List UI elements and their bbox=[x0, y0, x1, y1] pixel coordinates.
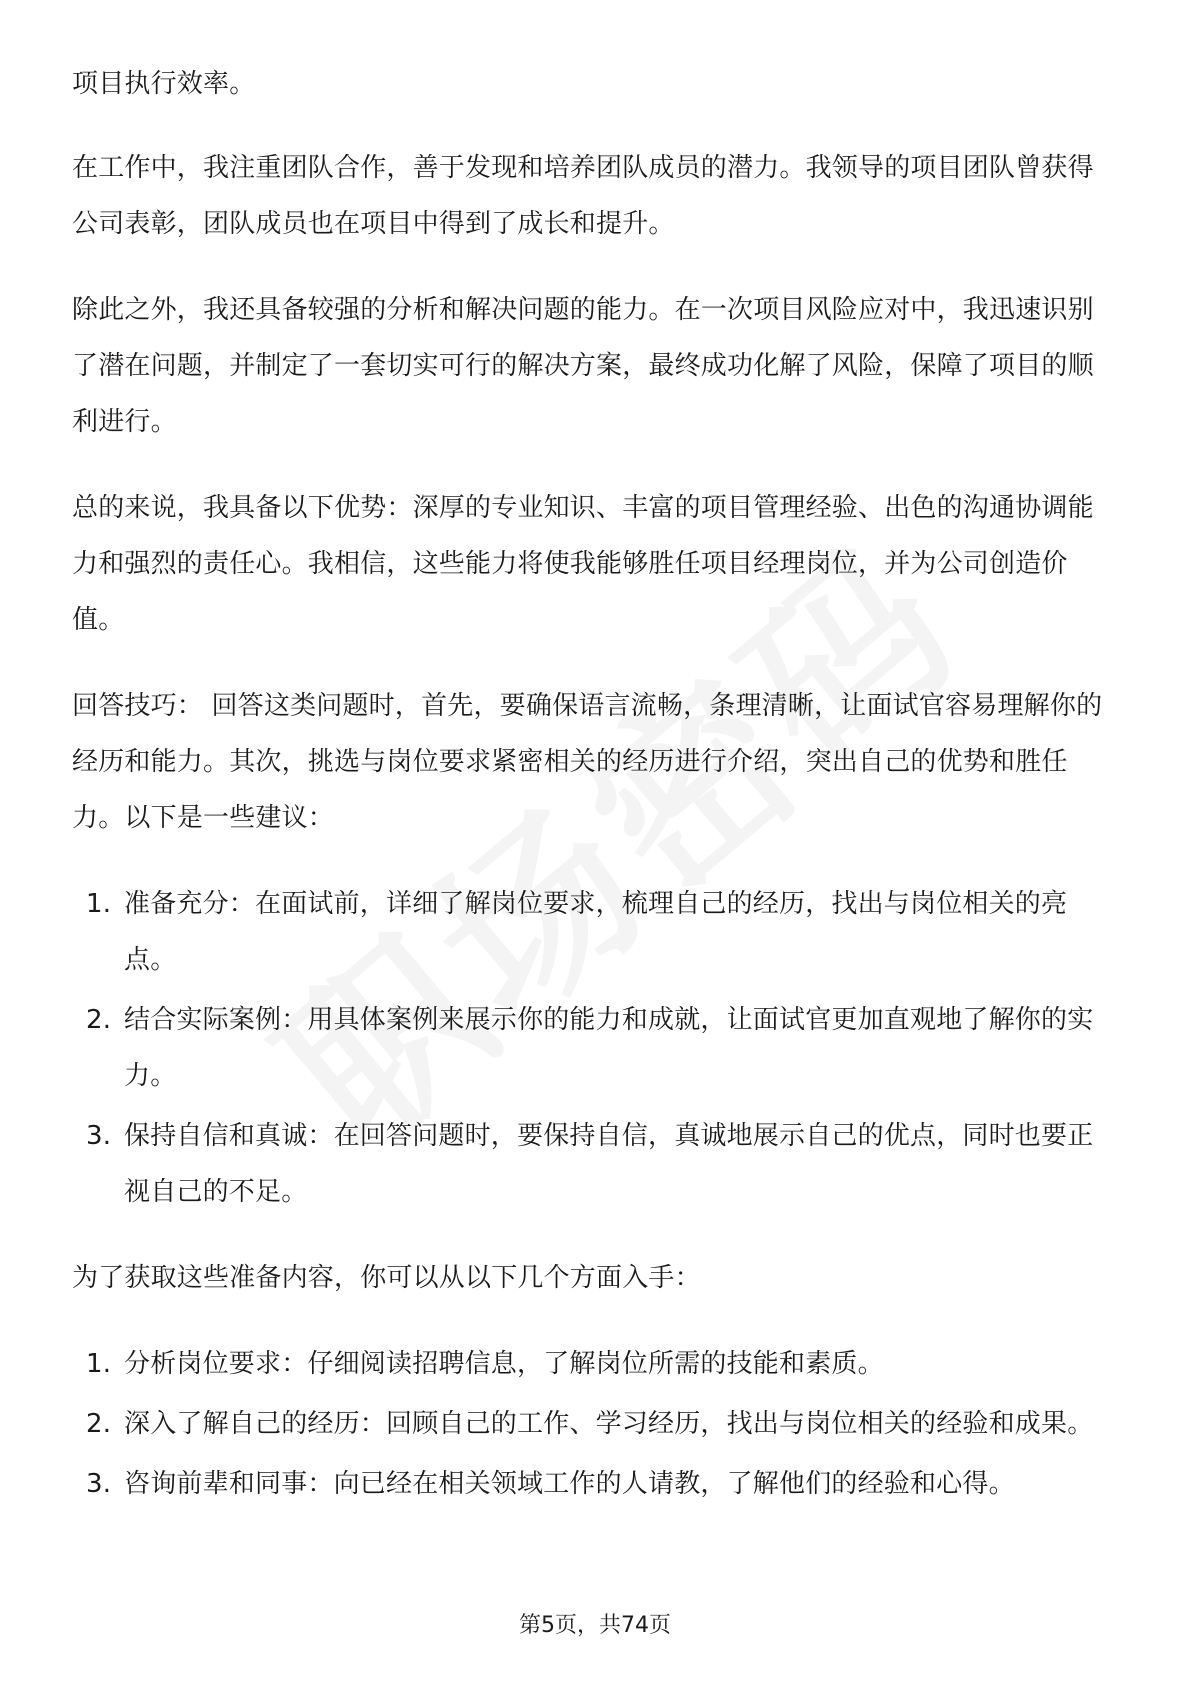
paragraph-4: 总的来说，我具备以下优势：深厚的专业知识、丰富的项目管理经验、出色的沟通协调能力和强烈的责任心。我相信，这些能力将使我能够胜任项目经理岗位，并为公司创造价值。 bbox=[72, 493, 1094, 635]
list-number: 3. bbox=[86, 1469, 112, 1499]
list-item bbox=[72, 992, 1118, 1104]
list-item bbox=[72, 876, 1118, 988]
list-number: 1. bbox=[86, 1349, 112, 1379]
list-number: 1. bbox=[86, 889, 112, 919]
paragraph-6: 为了获取这些准备内容，你可以从以下几个方面入手： bbox=[72, 1263, 701, 1293]
list-text: 准备充分：在面试前，详细了解岗位要求，梳理自己的经历，找出与岗位相关的亮点。 bbox=[124, 889, 1068, 975]
list-text: 咨询前辈和同事：向已经在相关领域工作的人请教，了解他们的经验和心得。 bbox=[124, 1469, 1015, 1499]
paragraph-3: 除此之外，我还具备较强的分析和解决问题的能力。在一次项目风险应对中，我迅速识别了潜在问题，并制定了一套切实可行的解决方案，最终成功化解了风险，保障了项目的顺利进行。 bbox=[72, 295, 1094, 437]
paragraph-answer-tips: 回答技巧： 回答这类问题时，首先，要确保语言流畅，条理清晰，让面试官容易理解你的经历和能力。其次，挑选与岗位要求紧密相关的经历进行介绍，突出自己的优势和胜任力。以下是一些建议： bbox=[72, 691, 1103, 833]
list-text: 分析岗位要求：仔细阅读招聘信息，了解岗位所需的技能和素质。 bbox=[124, 1349, 884, 1379]
list-text: 深入了解自己的经历：回顾自己的工作、学习经历，找出与岗位相关的经验和成果。 bbox=[124, 1409, 1094, 1439]
paragraph-2: 在工作中，我注重团队合作，善于发现和培养团队成员的潜力。我领导的项目团队曾获得公司表彰，团队成员也在项目中得到了成长和提升。 bbox=[72, 153, 1094, 239]
list-text: 保持自信和真诚：在回答问题时，要保持自信，真诚地展示自己的优点，同时也要正视自己的不足。 bbox=[124, 1121, 1094, 1207]
list-item bbox=[72, 1336, 1118, 1392]
list-item bbox=[72, 1456, 1118, 1512]
paragraph-1: 项目执行效率。 bbox=[72, 69, 256, 99]
preparation-list bbox=[72, 1336, 1118, 1512]
document-body bbox=[72, 56, 1118, 1542]
list-item bbox=[72, 1396, 1118, 1452]
list-item bbox=[72, 1108, 1118, 1220]
list-number: 3. bbox=[86, 1121, 112, 1151]
list-number: 2. bbox=[86, 1005, 112, 1035]
page-number-footer: 第5页，共74页 bbox=[519, 1613, 671, 1638]
list-text: 结合实际案例：用具体案例来展示你的能力和成就，让面试官更加直观地了解你的实力。 bbox=[124, 1005, 1094, 1091]
list-number: 2. bbox=[86, 1409, 112, 1439]
tips-list bbox=[72, 876, 1118, 1220]
